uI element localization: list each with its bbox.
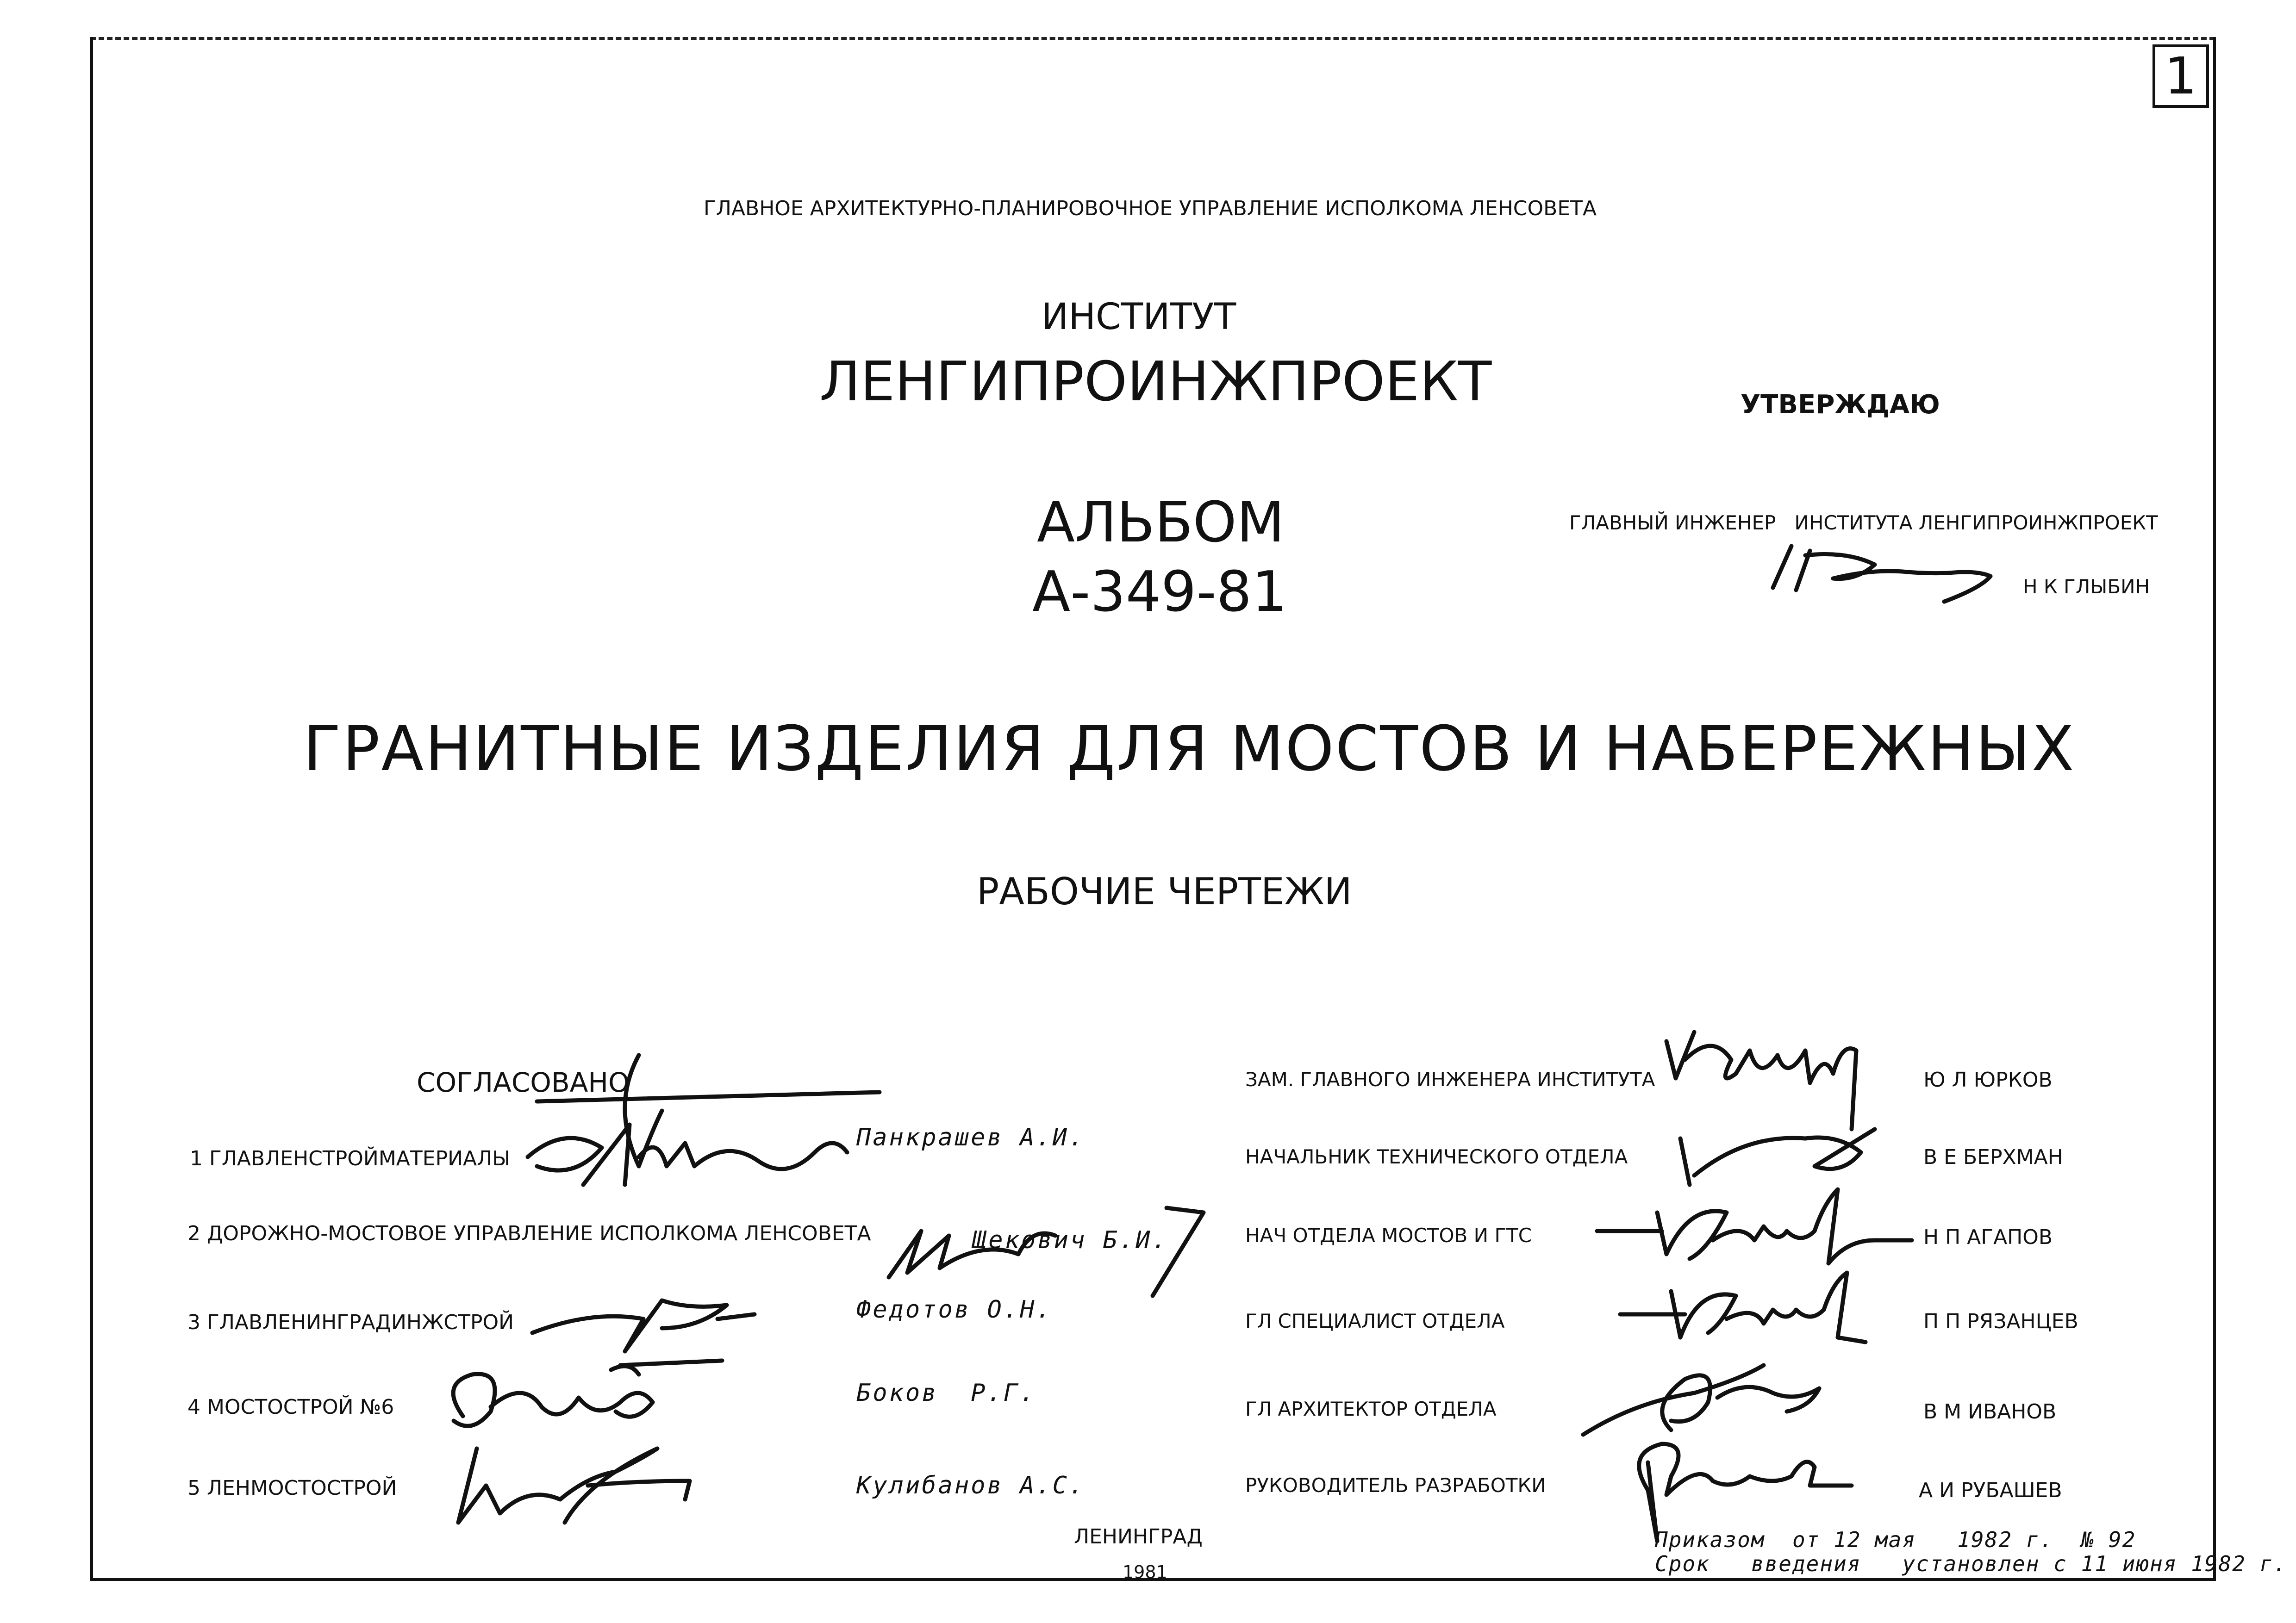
agreed-person-3: Федотов О.Н. [856, 1296, 1053, 1324]
staff-role-1: ЗАМ. ГЛАВНОГО ИНЖЕНЕРА ИНСТИТУТА [1245, 1068, 1655, 1091]
document-subtitle: РАБОЧИЕ ЧЕРТЕЖИ [977, 870, 1352, 913]
staff-name-4: П П РЯЗАНЦЕВ [1923, 1310, 2078, 1333]
staff-role-3: НАЧ ОТДЕЛА МОСТОВ И ГТС [1245, 1224, 1532, 1247]
agreed-person-5: Кулибанов А.С. [856, 1472, 1086, 1499]
staff-role-5: ГЛ АРХИТЕКТОР ОТДЕЛА [1245, 1398, 1497, 1420]
agreed-label: СОГЛАСОВАНО [417, 1067, 630, 1098]
album-label: АЛЬБОМ [1037, 491, 1285, 555]
staff-signature-2 [1676, 1120, 1916, 1194]
agreed-org-2: 2 ДОРОЖНО-МОСТОВОЕ УПРАВЛЕНИЕ ИСПОЛКОМА ЛЕНСОВЕТА [187, 1222, 871, 1245]
staff-role-4: ГЛ СПЕЦИАЛИСТ ОТДЕЛА [1245, 1310, 1505, 1332]
staff-role-2: НАЧАЛЬНИК ТЕХНИЧЕСКОГО ОТДЕЛА [1245, 1145, 1628, 1168]
footer-year: 1981 [1123, 1562, 1167, 1582]
signature-5 [449, 1430, 708, 1536]
staff-name-6: А И РУБАШЕВ [1919, 1479, 2062, 1502]
staff-name-1: Ю Л ЮРКОВ [1923, 1068, 2053, 1092]
agreed-org-3: 3 ГЛАВЛЕНИНГРАДИНЖСТРОЙ [187, 1311, 514, 1334]
staff-name-3: Н П АГАПОВ [1923, 1225, 2053, 1249]
staff-signature-4 [1616, 1263, 1884, 1347]
signature-3 [523, 1282, 764, 1356]
approval-title: УТВЕРЖДАЮ [1741, 390, 1940, 420]
institute-label: ИНСТИТУТ [1042, 296, 1236, 338]
approval-position: ГЛАВНЫЙ ИНЖЕНЕР ИНСТИТУТА ЛЕНГИПРОИНЖПРОЕКТ [1569, 511, 2158, 534]
signature-1 [509, 1097, 861, 1203]
order-line-1: Приказом от 12 мая 1982 г. № 92 [1655, 1527, 2136, 1552]
approval-name: Н К ГЛЫБИН [2023, 575, 2150, 598]
agreed-org-5: 5 ЛЕНМОСТОСТРОЙ [187, 1476, 397, 1500]
agreed-person-1: Панкрашев А.И. [856, 1124, 1086, 1151]
staff-name-2: В Е БЕРХМАН [1923, 1145, 2063, 1169]
sheet-number: 1 [2152, 44, 2209, 108]
order-line-2: Срок введения установлен с 11 июня 1982 г. [1655, 1551, 2287, 1576]
agreed-person-2: Щекович Б.И. [972, 1226, 1168, 1254]
agreed-org-4: 4 МОСТОСТРОЙ №6 [187, 1395, 394, 1419]
staff-name-5: В М ИВАНОВ [1923, 1400, 2057, 1424]
agreed-org-1: 1 ГЛАВЛЕНСТРОЙМАТЕРИАЛЫ [190, 1147, 511, 1170]
authority-line: ГЛАВНОЕ АРХИТЕКТУРНО-ПЛАНИРОВОЧНОЕ УПРАВЛЕНИЕ ИСПОЛКОМА ЛЕНСОВЕТА [704, 197, 1597, 220]
document-title: ГРАНИТНЫЕ ИЗДЕЛИЯ ДЛЯ МОСТОВ И НАБЕРЕЖНЫХ [303, 713, 2076, 785]
staff-role-6: РУКОВОДИТЕЛЬ РАЗРАБОТКИ [1245, 1474, 1546, 1497]
agreed-person-4: Боков Р.Г. [856, 1379, 1036, 1407]
album-code: А-349-81 [1032, 560, 1287, 624]
footer-city: ЛЕНИНГРАД [1074, 1525, 1203, 1548]
institute-name: ЛЕНГИПРОИНЖПРОЕКТ [819, 349, 1492, 413]
approval-signature [1764, 537, 2004, 611]
drawing-frame [90, 37, 2216, 1581]
